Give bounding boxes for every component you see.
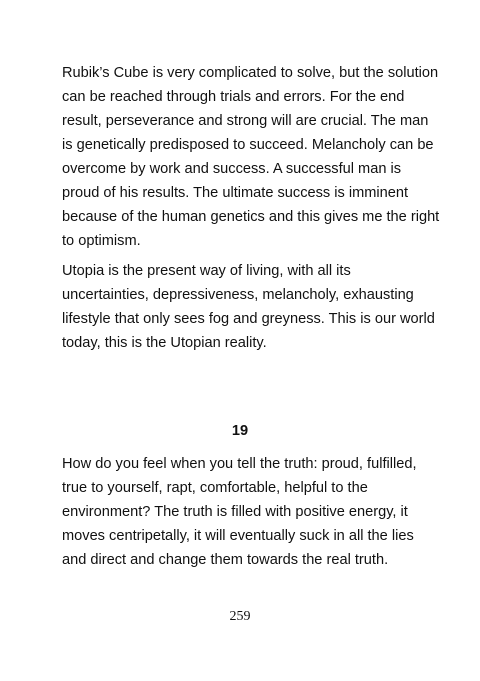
text-line: is genetically predisposed to succeed. Melancholy can be (62, 137, 434, 153)
text-line: to optimism. (62, 233, 141, 249)
text-line: lifestyle that only sees fog and greyness. This is our world (62, 311, 435, 327)
paragraph-truth (62, 452, 422, 572)
text-line: because of the human genetics and this gives me the right (62, 209, 440, 225)
paragraph-rubiks-cube (62, 61, 440, 253)
text-line: environment? The truth is filled with positive energy, it (62, 504, 408, 520)
text-line: proud of his results. The ultimate success is imminent (62, 185, 409, 201)
text-line: true to yourself, rapt, comfortable, helpful to the (62, 480, 368, 496)
text-line: How do you feel when you tell the truth: proud, fulfilled, (62, 456, 417, 472)
text-line: Rubik’s Cube is very complicated to solve, but the solution (62, 65, 439, 81)
text-line: today, this is the Utopian reality. (62, 335, 267, 351)
chapter-number: 19 (231, 423, 249, 439)
paragraph-utopia (62, 259, 435, 355)
text-line: and direct and change them towards the real truth. (62, 552, 389, 568)
text-line: can be reached through trials and errors. For the end (62, 89, 405, 105)
text-line: uncertainties, depressiveness, melancholy, exhausting (62, 287, 414, 303)
text-line: result, perseverance and strong will are crucial. The man (62, 113, 429, 129)
text-line: Utopia is the present way of living, with all its (62, 263, 351, 279)
page-number: 259 (229, 609, 251, 624)
text-line: moves centripetally, it will eventually suck in all the lies (62, 528, 414, 544)
text-line: overcome by work and success. A successful man is (62, 161, 402, 177)
